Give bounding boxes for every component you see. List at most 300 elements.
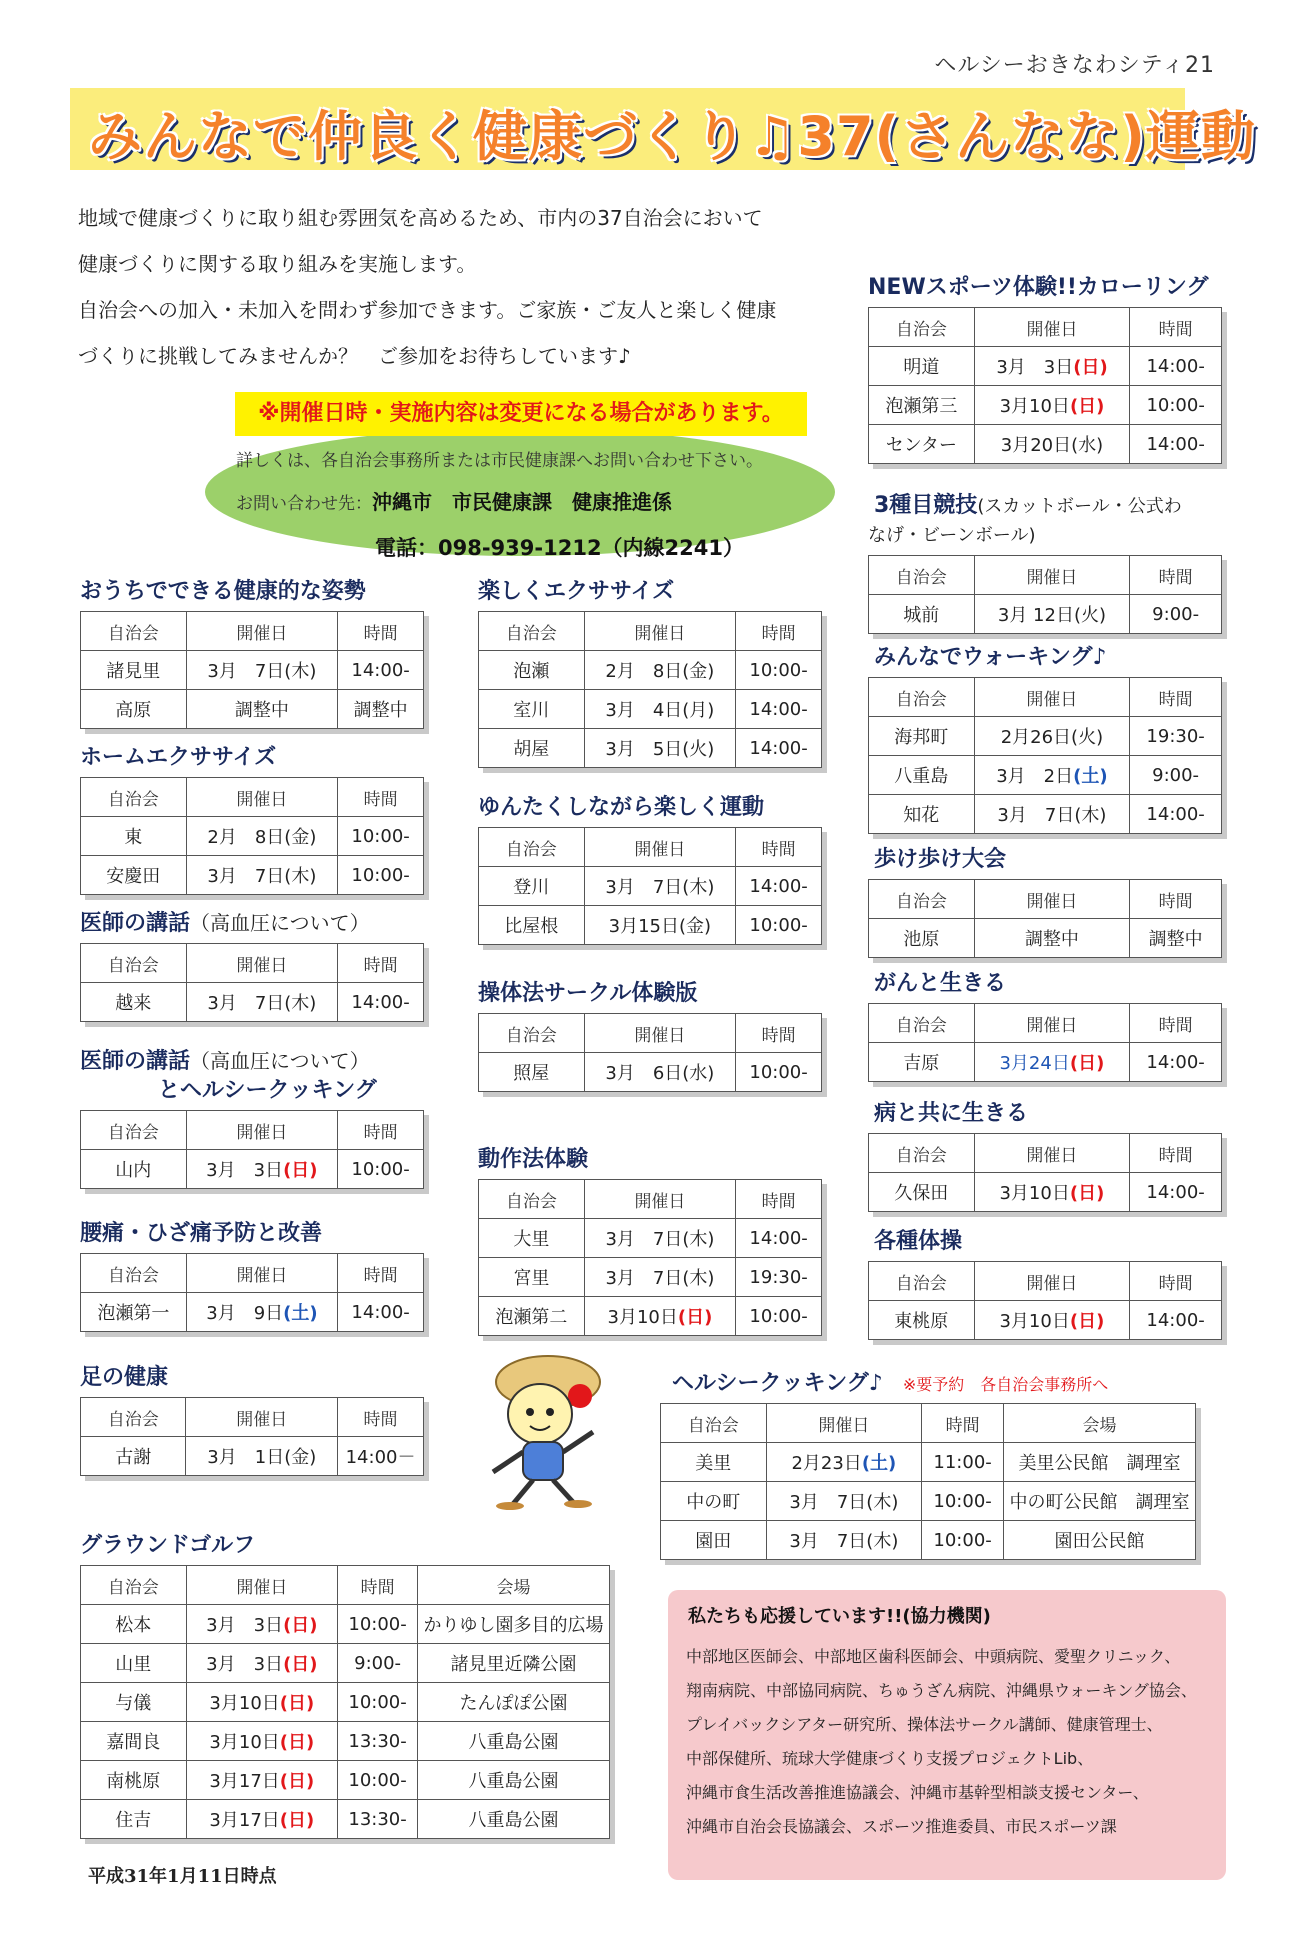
- header-cell: 時間: [1130, 880, 1222, 919]
- table-header-row: [81, 1398, 424, 1437]
- table-row: [81, 1644, 610, 1683]
- mascot-face: [508, 1384, 572, 1444]
- mascot-illustration: [468, 1352, 648, 1512]
- cell-date: 3月 7日(木): [584, 1258, 736, 1297]
- cell-association: 登川: [479, 867, 585, 906]
- date-text: 3月10日: [209, 1693, 280, 1714]
- header-cell: 時間: [338, 1566, 418, 1605]
- header-cell: 自治会: [869, 1004, 975, 1043]
- header-cell: 自治会: [81, 944, 187, 983]
- weekday-sunday: (日): [283, 1615, 318, 1636]
- cell-venue: 八重島公園: [418, 1722, 610, 1761]
- cell-time: 14:00-: [338, 1293, 424, 1332]
- section-title-main: ヘルシークッキング♪: [672, 1371, 883, 1396]
- contact-org: [236, 486, 672, 515]
- cell-association: 美里: [661, 1443, 767, 1482]
- cell-association: 城前: [869, 595, 975, 634]
- weekday-saturday: (土): [1073, 766, 1108, 787]
- support-list: [686, 1640, 1226, 1844]
- as-of-date: 平成31年1月11日時点: [88, 1866, 277, 1887]
- cell-time: 19:30-: [736, 1258, 822, 1297]
- table-header-row: [869, 556, 1222, 595]
- cell-time: 14:00-: [338, 983, 424, 1022]
- cell-venue: 諸見里近隣公園: [418, 1644, 610, 1683]
- cell-association: 高原: [81, 690, 187, 729]
- cell-association: 池原: [869, 919, 975, 958]
- cell-date: [186, 1605, 338, 1644]
- section-title-main: 医師の講話: [80, 1049, 191, 1074]
- cell-date: 3月 4日(月): [584, 690, 736, 729]
- header-cell: 開催日: [186, 944, 338, 983]
- cell-association: 泡瀬: [479, 651, 585, 690]
- schedule-table: [868, 1261, 1222, 1340]
- header-cell: 自治会: [81, 778, 187, 817]
- header-cell: 時間: [1130, 678, 1222, 717]
- section-title: みんなでウォーキング♪: [874, 645, 1107, 670]
- table-row: [869, 425, 1222, 464]
- cell-association: 照屋: [479, 1053, 585, 1092]
- schedule-table: [868, 1133, 1222, 1212]
- section-healthy-cooking: [672, 1366, 1196, 1560]
- table-header-row: [869, 678, 1222, 717]
- support-line: 沖縄市自治会長協議会、スポーツ推進委員、市民スポーツ課: [686, 1817, 1117, 1836]
- cell-time: 10:00-: [338, 817, 424, 856]
- reservation-note: ※要予約 各自治会事務所へ: [902, 1375, 1109, 1394]
- schedule-table: [478, 611, 822, 768]
- table-row: [869, 347, 1222, 386]
- header-cell: 開催日: [766, 1404, 922, 1443]
- header-cell: 自治会: [479, 828, 585, 867]
- cell-time: 10:00-: [736, 1053, 822, 1092]
- header-cell: 時間: [736, 612, 822, 651]
- weekday-sunday: (日): [283, 1654, 318, 1675]
- table-row: [81, 651, 424, 690]
- section-title: 歩け歩け大会: [874, 847, 1007, 872]
- cell-time: 調整中: [338, 690, 424, 729]
- cell-date: [974, 1043, 1130, 1082]
- cell-date: 2月26日(火): [974, 717, 1130, 756]
- header-cell: 会場: [418, 1566, 610, 1605]
- schedule-table: [478, 1179, 822, 1336]
- section-walking: [874, 640, 1222, 834]
- mascot-arm: [563, 1432, 593, 1452]
- date-text: 3月10日: [999, 396, 1070, 417]
- section-title: [672, 1366, 1196, 1397]
- intro-line: づくりに挑戦してみませんか？ ご参加をお待ちしています♪: [78, 344, 631, 368]
- table-row: [81, 856, 424, 895]
- header-cell: 自治会: [81, 1566, 187, 1605]
- schedule-table: [478, 1013, 822, 1092]
- page-header: ヘルシーおきなわシティ21: [934, 53, 1215, 78]
- header-cell: 開催日: [974, 308, 1130, 347]
- header-cell: 自治会: [81, 612, 187, 651]
- cell-association: 宮里: [479, 1258, 585, 1297]
- header-cell: 開催日: [186, 1254, 338, 1293]
- cell-association: 中の町: [661, 1482, 767, 1521]
- table-row: [479, 729, 822, 768]
- header-cell: 自治会: [869, 678, 975, 717]
- header-cell: 時間: [736, 1180, 822, 1219]
- section-home-exercise: [80, 740, 424, 895]
- cell-time: 10:00-: [736, 651, 822, 690]
- cell-time: 14:00－: [338, 1437, 424, 1476]
- cell-association: 住吉: [81, 1800, 187, 1839]
- cell-time: 14:00-: [1130, 1173, 1222, 1212]
- section-various-exercises: [874, 1224, 1222, 1340]
- table-header-row: [869, 308, 1222, 347]
- header-cell: 時間: [1130, 308, 1222, 347]
- intro-line: 地域で健康づくりに取り組む雰囲気を高めるため、市内の37自治会において: [78, 206, 763, 230]
- cell-venue: 八重島公園: [418, 1761, 610, 1800]
- cell-date: 3月 7日(木): [186, 983, 338, 1022]
- header-cell: 時間: [736, 828, 822, 867]
- mascot-leg: [513, 1480, 533, 1504]
- weekday-sunday: (日): [283, 1160, 318, 1181]
- table-row: [479, 1053, 822, 1092]
- table-row: [869, 795, 1222, 834]
- change-notice: ※開催日時・実施内容は変更になる場合があります。: [235, 392, 807, 436]
- cell-time: 9:00-: [1130, 756, 1222, 795]
- section-ground-golf: [80, 1528, 610, 1839]
- weekday-sunday: (日): [279, 1693, 315, 1714]
- section-title: 腰痛・ひざ痛予防と改善: [80, 1221, 323, 1246]
- cell-association: 室川: [479, 690, 585, 729]
- header-cell: 自治会: [869, 1134, 975, 1173]
- table-row: [869, 595, 1222, 634]
- header-cell: 開催日: [584, 828, 736, 867]
- cell-date: 3月 7日(木): [766, 1482, 922, 1521]
- header-cell: 時間: [338, 612, 424, 651]
- cell-date: [974, 756, 1130, 795]
- weekday-sunday: (日): [279, 1771, 315, 1792]
- table-row: [869, 386, 1222, 425]
- section-ouchi: [80, 574, 424, 729]
- cell-association: センター: [869, 425, 975, 464]
- section-living-with-illness: [874, 1096, 1222, 1212]
- schedule-table: [868, 1003, 1222, 1082]
- table-header-row: [81, 944, 424, 983]
- table-header-row: [479, 612, 822, 651]
- section-title: 動作法体験: [478, 1147, 589, 1172]
- cell-association: 比屋根: [479, 906, 585, 945]
- mascot-eye: [546, 1408, 554, 1416]
- table-header-row: [869, 1004, 1222, 1043]
- contact-instructions: 詳しくは、各自治会事務所または市民健康課へお問い合わせ下さい。: [236, 451, 763, 471]
- table-row: [81, 1800, 610, 1839]
- table-row: [479, 906, 822, 945]
- section-doctor-talk-cooking: [80, 1044, 424, 1189]
- cell-time: 14:00-: [1130, 1301, 1222, 1340]
- table-row: [479, 867, 822, 906]
- cell-association: 東桃原: [869, 1301, 975, 1340]
- schedule-table: [478, 827, 822, 945]
- header-cell: 自治会: [869, 880, 975, 919]
- mascot-leg: [553, 1480, 573, 1502]
- date-text: 3月10日: [999, 1311, 1070, 1332]
- table-row: [479, 1219, 822, 1258]
- cell-date: [186, 1293, 338, 1332]
- cell-association: 与儀: [81, 1683, 187, 1722]
- table-row: [869, 756, 1222, 795]
- cell-association: 越来: [81, 983, 187, 1022]
- table-header-row: [869, 880, 1222, 919]
- header-cell: 開催日: [974, 556, 1130, 595]
- cell-time: 9:00-: [1130, 595, 1222, 634]
- cell-association: 嘉間良: [81, 1722, 187, 1761]
- header-cell: 自治会: [81, 1254, 187, 1293]
- support-line: 中部保健所、琉球大学健康づくり支援プロジェクトLib、: [686, 1749, 1094, 1768]
- section-back-knee: [80, 1216, 424, 1332]
- table-header-row: [869, 1134, 1222, 1173]
- weekday-sunday: (日): [677, 1307, 713, 1328]
- cell-time: 14:00-: [1130, 1043, 1222, 1082]
- table-row: [661, 1521, 1196, 1560]
- header-cell: 開催日: [974, 1134, 1130, 1173]
- header-cell: 自治会: [869, 1262, 975, 1301]
- section-title-sub: （高血圧について）: [190, 1049, 370, 1073]
- table-header-row: [81, 612, 424, 651]
- header-cell: 開催日: [974, 880, 1129, 919]
- cell-time: 10:00-: [736, 1297, 822, 1336]
- cell-association: 胡屋: [479, 729, 585, 768]
- header-cell: 時間: [1130, 1262, 1222, 1301]
- cell-venue: 八重島公園: [418, 1800, 610, 1839]
- table-row: [81, 1605, 610, 1644]
- cell-time: 10:00-: [338, 1761, 418, 1800]
- section-title: ゆんたくしながら楽しく運動: [478, 795, 765, 820]
- table-header-row: [81, 1254, 424, 1293]
- contact-prefix: お問い合わせ先：: [236, 494, 372, 514]
- schedule-table: [660, 1403, 1196, 1560]
- cell-venue: 中の町公民館 調理室: [1004, 1482, 1196, 1521]
- support-line: プレイバックシアター研究所、操体法サークル講師、健康管理士、: [686, 1715, 1163, 1734]
- header-cell: 自治会: [479, 1014, 585, 1053]
- cell-date: [186, 1761, 338, 1800]
- section-title-main: 医師の講話: [80, 911, 191, 936]
- date-text: 3月 9日: [206, 1303, 284, 1324]
- table-row: [869, 1173, 1222, 1212]
- cell-date: [974, 1173, 1130, 1212]
- table-row: [81, 817, 424, 856]
- section-title: ホームエクササイズ: [80, 745, 277, 770]
- weekday-sunday: (日): [279, 1810, 315, 1831]
- section-title-sub: (スカットボール・公式わ: [977, 496, 1182, 517]
- cell-association: 海邦町: [869, 717, 975, 756]
- table-header-row: [81, 778, 424, 817]
- section-title-sub2: なげ・ビーンボール): [868, 525, 1036, 546]
- cell-association: 久保田: [869, 1173, 975, 1212]
- date-text: 3月10日: [607, 1307, 678, 1328]
- cell-date: [584, 1297, 736, 1336]
- cell-date: 3月15日(金): [584, 906, 736, 945]
- schedule-table: [80, 1110, 424, 1189]
- cell-association: 山内: [81, 1150, 187, 1189]
- header-cell: 時間: [338, 778, 424, 817]
- header-cell: 開催日: [186, 778, 338, 817]
- cell-association: 八重島: [869, 756, 975, 795]
- weekday-sunday: (日): [1073, 357, 1108, 378]
- schedule-table: [80, 943, 424, 1022]
- section-living-with-cancer: [874, 966, 1222, 1082]
- cell-date: 3月 7日(木): [584, 867, 736, 906]
- header-cell: 時間: [338, 1398, 424, 1437]
- header-cell: 自治会: [479, 1180, 585, 1219]
- weekday-sunday: (日): [1069, 1053, 1105, 1074]
- header-cell: 時間: [922, 1404, 1004, 1443]
- cell-time: 13:30-: [338, 1722, 418, 1761]
- cell-date: 3月 7日(木): [186, 856, 338, 895]
- section-aruke: [874, 842, 1222, 958]
- header-cell: 時間: [1130, 1004, 1222, 1043]
- cell-time: 14:00-: [736, 690, 822, 729]
- cell-date: 3月 7日(木): [584, 1219, 736, 1258]
- header-cell: 時間: [736, 1014, 822, 1053]
- date-text: 3月 2日: [996, 766, 1074, 787]
- date-text: 3月17日: [209, 1771, 280, 1792]
- cell-date: [974, 1301, 1130, 1340]
- support-line: 中部地区医師会、中部地区歯科医師会、中頭病院、愛聖クリニック、: [686, 1647, 1181, 1666]
- mascot-sandal: [496, 1502, 524, 1510]
- section-fun-exercise: [478, 574, 822, 768]
- table-header-row: [661, 1404, 1196, 1443]
- support-title: 私たちも応援しています!!(協力機関): [688, 1606, 991, 1627]
- cell-venue: かりゆし園多目的広場: [418, 1605, 610, 1644]
- cell-association: 安慶田: [81, 856, 187, 895]
- header-cell: 開催日: [186, 1566, 338, 1605]
- section-three-events: [868, 488, 1222, 634]
- cell-date: [766, 1443, 922, 1482]
- weekday-sunday: (日): [1069, 1311, 1105, 1332]
- table-row: [81, 1683, 610, 1722]
- cell-association: 知花: [869, 795, 975, 834]
- section-title: おうちでできる健康的な姿勢: [80, 579, 366, 604]
- cell-time: 10:00-: [338, 1605, 418, 1644]
- cell-venue: 美里公民館 調理室: [1004, 1443, 1196, 1482]
- table-row: [81, 1293, 424, 1332]
- cell-time: 14:00-: [736, 729, 822, 768]
- support-line: 翔南病院、中部協同病院、ちゅうざん病院、沖縄県ウォーキング協会、: [686, 1681, 1197, 1700]
- section-sotaiho: [478, 976, 822, 1092]
- cell-time: 調整中: [1130, 919, 1222, 958]
- cell-date: [974, 347, 1130, 386]
- header-cell: 会場: [1004, 1404, 1196, 1443]
- mascot-sandal: [564, 1500, 592, 1508]
- date-text: 3月17日: [209, 1810, 280, 1831]
- cell-association: 明道: [869, 347, 975, 386]
- section-title: 各種体操: [874, 1229, 963, 1254]
- header-cell: 自治会: [869, 556, 975, 595]
- section-new-sports: [868, 270, 1222, 464]
- cell-date: 3月 6日(水): [584, 1053, 736, 1092]
- cell-venue: 園田公民館: [1004, 1521, 1196, 1560]
- cell-time: 10:00-: [338, 856, 424, 895]
- date-text: 3月 3日: [996, 357, 1074, 378]
- mascot-shirt: [523, 1442, 563, 1480]
- section-title: 病と共に生きる: [874, 1101, 1029, 1126]
- date-text: 2月23日: [791, 1453, 862, 1474]
- table-row: [661, 1443, 1196, 1482]
- cell-association: 泡瀬第三: [869, 386, 975, 425]
- contact-phone: 電話：098-939-1212（内線2241）: [375, 536, 744, 560]
- cell-association: 吉原: [869, 1043, 975, 1082]
- cell-association: 諸見里: [81, 651, 187, 690]
- weekday-sunday: (日): [1069, 1183, 1105, 1204]
- section-title: グラウンドゴルフ: [80, 1533, 256, 1558]
- cell-time: 10:00-: [922, 1521, 1004, 1560]
- header-cell: 開催日: [974, 1004, 1130, 1043]
- header-cell: 自治会: [869, 308, 975, 347]
- cell-association: 泡瀬第二: [479, 1297, 585, 1336]
- header-cell: 自治会: [81, 1398, 186, 1437]
- header-cell: 開催日: [186, 1398, 338, 1437]
- header-cell: 時間: [1130, 1134, 1222, 1173]
- cell-date: [186, 1800, 338, 1839]
- cell-association: 泡瀬第一: [81, 1293, 187, 1332]
- cell-time: 14:00-: [736, 1219, 822, 1258]
- table-header-row: [869, 1262, 1222, 1301]
- cell-date: [186, 1150, 338, 1189]
- schedule-table: [868, 307, 1222, 464]
- date-text: 3月10日: [209, 1732, 280, 1753]
- schedule-table: [80, 777, 424, 895]
- schedule-table: [80, 1565, 610, 1839]
- cell-date: [186, 1644, 338, 1683]
- table-header-row: [479, 1180, 822, 1219]
- header-cell: 時間: [338, 944, 424, 983]
- table-header-row: [479, 1014, 822, 1053]
- section-title: 操体法サークル体験版: [478, 981, 698, 1006]
- table-row: [869, 1043, 1222, 1082]
- section-title: がんと生きる: [874, 971, 1007, 996]
- cell-date: 2月 8日(金): [584, 651, 736, 690]
- section-title: 足の健康: [80, 1365, 169, 1390]
- schedule-table: [80, 1253, 424, 1332]
- cell-time: 13:30-: [338, 1800, 418, 1839]
- weekday-sunday: (日): [279, 1732, 315, 1753]
- header-cell: 開催日: [186, 1111, 338, 1150]
- schedule-table: [868, 879, 1222, 958]
- table-row: [81, 1761, 610, 1800]
- header-cell: 開催日: [974, 678, 1130, 717]
- section-doctor-talk: [80, 906, 424, 1022]
- cell-time: 10:00-: [922, 1482, 1004, 1521]
- header-cell: 自治会: [661, 1404, 767, 1443]
- schedule-table: [80, 611, 424, 729]
- date-text: 3月 3日: [206, 1654, 284, 1675]
- cell-time: 10:00-: [736, 906, 822, 945]
- cell-time: 10:00-: [338, 1150, 424, 1189]
- table-row: [479, 1258, 822, 1297]
- table-header-row: [479, 828, 822, 867]
- date-text: 3月 3日: [206, 1160, 284, 1181]
- cell-time: 10:00-: [1130, 386, 1222, 425]
- schedule-table: [868, 555, 1222, 634]
- schedule-table: [868, 677, 1222, 834]
- cell-time: 14:00-: [1130, 425, 1222, 464]
- date-text: 3月10日: [999, 1183, 1070, 1204]
- cell-date: 3月 12日(火): [974, 595, 1130, 634]
- cell-association: 古謝: [81, 1437, 186, 1476]
- cell-time: 9:00-: [338, 1644, 418, 1683]
- support-line: 沖縄市食生活改善推進協議会、沖縄市基幹型相談支援センター、: [686, 1783, 1149, 1802]
- cell-time: 11:00-: [922, 1443, 1004, 1482]
- cell-date: 調整中: [186, 690, 338, 729]
- table-row: [869, 1301, 1222, 1340]
- cell-association: 松本: [81, 1605, 187, 1644]
- cell-time: 14:00-: [1130, 795, 1222, 834]
- intro-text: [78, 195, 878, 379]
- cell-date: [974, 386, 1130, 425]
